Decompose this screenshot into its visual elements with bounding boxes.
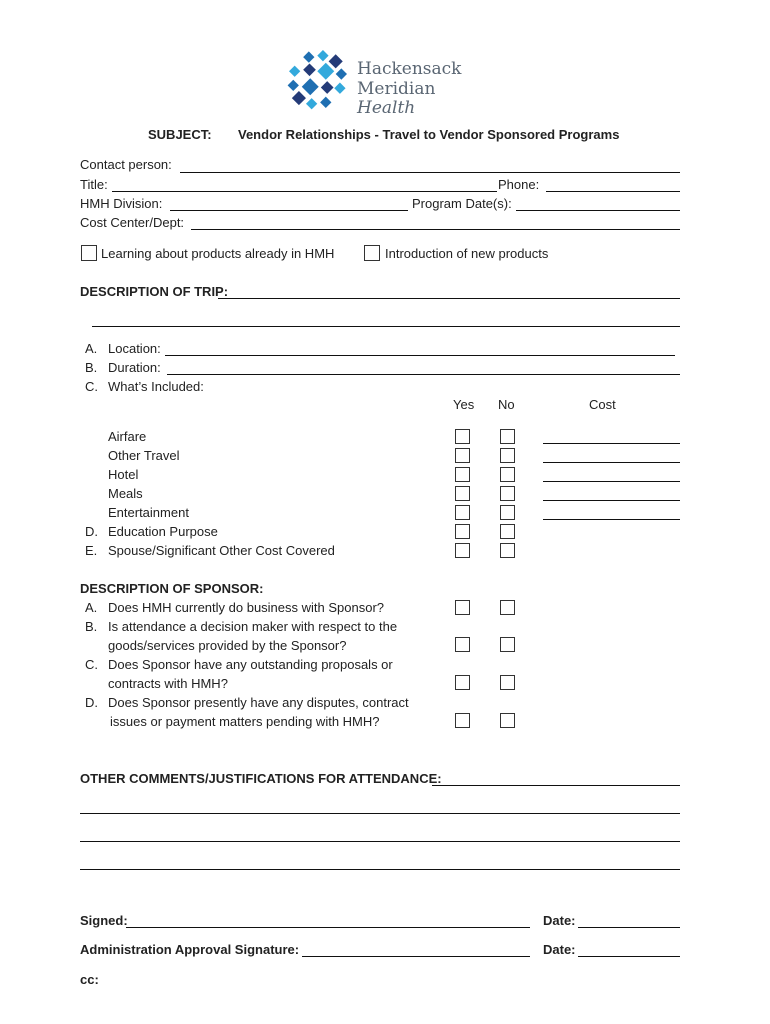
sponsor-q-a-no-checkbox[interactable] — [500, 600, 515, 615]
cost-column-header: Cost — [589, 397, 616, 412]
date-2-label: Date: — [543, 942, 576, 957]
sponsor-q-c-yes-checkbox[interactable] — [455, 675, 470, 690]
comments-field-3[interactable] — [80, 841, 680, 842]
phone-field[interactable] — [546, 191, 680, 192]
sponsor-q-b-text-2: goods/services provided by the Sponsor? — [108, 638, 347, 653]
included-label: What’s Included: — [108, 379, 204, 394]
signed-field[interactable] — [126, 927, 530, 928]
sponsor-q-d-text-1: Does Sponsor presently have any disputes, contract — [108, 695, 409, 710]
sponsor-q-b-text-1: Is attendance a decision maker with respect to the — [108, 619, 398, 634]
sponsor-q-d-letter: D. — [85, 695, 98, 710]
spouse-no-checkbox[interactable] — [500, 543, 515, 558]
logo — [284, 46, 494, 118]
sponsor-q-a-letter: A. — [85, 600, 98, 615]
education-no-checkbox[interactable] — [500, 524, 515, 539]
no-column-header: No — [498, 397, 515, 412]
spouse-label: Spouse/Significant Other Cost Covered — [108, 543, 335, 558]
sponsor-q-c-no-checkbox[interactable] — [500, 675, 515, 690]
date-1-field[interactable] — [578, 927, 680, 928]
cost-center-field[interactable] — [191, 229, 680, 230]
phone-label: Phone: — [498, 177, 540, 192]
sponsor-q-a-yes-checkbox[interactable] — [455, 600, 470, 615]
item-meals: Meals — [108, 486, 143, 501]
location-letter: A. — [85, 341, 98, 356]
comments-field-1[interactable] — [432, 785, 680, 786]
comments-field-2[interactable] — [80, 813, 680, 814]
hotel-no-checkbox[interactable] — [500, 467, 515, 482]
education-label: Education Purpose — [108, 524, 218, 539]
admin-approval-field[interactable] — [302, 956, 530, 957]
airfare-yes-checkbox[interactable] — [455, 429, 470, 444]
logo-name-meridian: Meridian — [357, 79, 436, 99]
hmh-division-label: HMH Division: — [80, 196, 163, 211]
airfare-cost-field[interactable] — [543, 443, 680, 444]
sponsor-q-c-text-2: contracts with HMH? — [108, 676, 228, 691]
meals-cost-field[interactable] — [543, 500, 680, 501]
learning-checkbox[interactable] — [81, 245, 97, 261]
contact-person-label: Contact person: — [80, 157, 172, 172]
date-2-field[interactable] — [578, 956, 680, 957]
spouse-yes-checkbox[interactable] — [455, 543, 470, 558]
sponsor-heading: DESCRIPTION OF SPONSOR: — [80, 581, 264, 596]
subject-value: Vendor Relationships - Travel to Vendor Sponsored Programs — [238, 127, 620, 142]
admin-approval-label: Administration Approval Signature: — [80, 942, 300, 957]
sponsor-q-b-letter: B. — [85, 619, 98, 634]
item-airfare: Airfare — [108, 429, 147, 444]
trip-description-field[interactable] — [218, 298, 680, 299]
signed-label: Signed: — [80, 913, 128, 928]
hmh-division-field[interactable] — [170, 210, 408, 211]
trip-description-field-2[interactable] — [92, 326, 680, 327]
comments-field-4[interactable] — [80, 869, 680, 870]
comments-heading: OTHER COMMENTS/JUSTIFICATIONS FOR ATTENDANCE: — [80, 771, 442, 786]
sponsor-q-d-yes-checkbox[interactable] — [455, 713, 470, 728]
entertainment-cost-field[interactable] — [543, 519, 680, 520]
sponsor-q-d-no-checkbox[interactable] — [500, 713, 515, 728]
location-label: Location: — [108, 341, 161, 356]
program-dates-label: Program Date(s): — [412, 196, 512, 211]
sponsor-q-b-no-checkbox[interactable] — [500, 637, 515, 652]
logo-name-line2 — [357, 80, 494, 118]
duration-field[interactable] — [167, 374, 680, 375]
sponsor-q-c-text-1: Does Sponsor have any outstanding proposals or — [108, 657, 393, 672]
cost-center-label: Cost Center/Dept: — [80, 215, 185, 230]
sponsor-q-c-letter: C. — [85, 657, 98, 672]
hotel-cost-field[interactable] — [543, 481, 680, 482]
duration-letter: B. — [85, 360, 98, 375]
trip-heading: DESCRIPTION OF TRIP: — [80, 284, 229, 299]
item-entertainment: Entertainment — [108, 505, 189, 520]
other-travel-yes-checkbox[interactable] — [455, 448, 470, 463]
hotel-yes-checkbox[interactable] — [455, 467, 470, 482]
cc-label: cc: — [80, 972, 99, 987]
item-hotel: Hotel — [108, 467, 139, 482]
logo-name-health: Health — [357, 98, 416, 118]
introduction-checkbox[interactable] — [364, 245, 380, 261]
program-dates-field[interactable] — [516, 210, 680, 211]
sponsor-q-d-text-2: issues or payment matters pending with HMH? — [110, 714, 380, 729]
sponsor-q-b-yes-checkbox[interactable] — [455, 637, 470, 652]
contact-person-field[interactable] — [180, 172, 680, 173]
introduction-label: Introduction of new products — [385, 246, 549, 261]
logo-mark-icon — [284, 46, 352, 112]
included-letter: C. — [85, 379, 98, 394]
education-letter: D. — [85, 524, 98, 539]
meals-no-checkbox[interactable] — [500, 486, 515, 501]
other-travel-cost-field[interactable] — [543, 462, 680, 463]
spouse-letter: E. — [85, 543, 98, 558]
learning-label: Learning about products already in HMH — [101, 246, 335, 261]
yes-column-header: Yes — [453, 397, 475, 412]
entertainment-yes-checkbox[interactable] — [455, 505, 470, 520]
duration-label: Duration: — [108, 360, 161, 375]
logo-name-line1: Hackensack — [357, 59, 462, 79]
title-field[interactable] — [112, 191, 497, 192]
subject-label: SUBJECT: — [148, 127, 212, 142]
date-1-label: Date: — [543, 913, 576, 928]
location-field[interactable] — [165, 355, 675, 356]
education-yes-checkbox[interactable] — [455, 524, 470, 539]
title-label: Title: — [80, 177, 108, 192]
entertainment-no-checkbox[interactable] — [500, 505, 515, 520]
airfare-no-checkbox[interactable] — [500, 429, 515, 444]
other-travel-no-checkbox[interactable] — [500, 448, 515, 463]
sponsor-q-a-text: Does HMH currently do business with Sponsor? — [108, 600, 385, 615]
meals-yes-checkbox[interactable] — [455, 486, 470, 501]
item-other-travel: Other Travel — [108, 448, 180, 463]
